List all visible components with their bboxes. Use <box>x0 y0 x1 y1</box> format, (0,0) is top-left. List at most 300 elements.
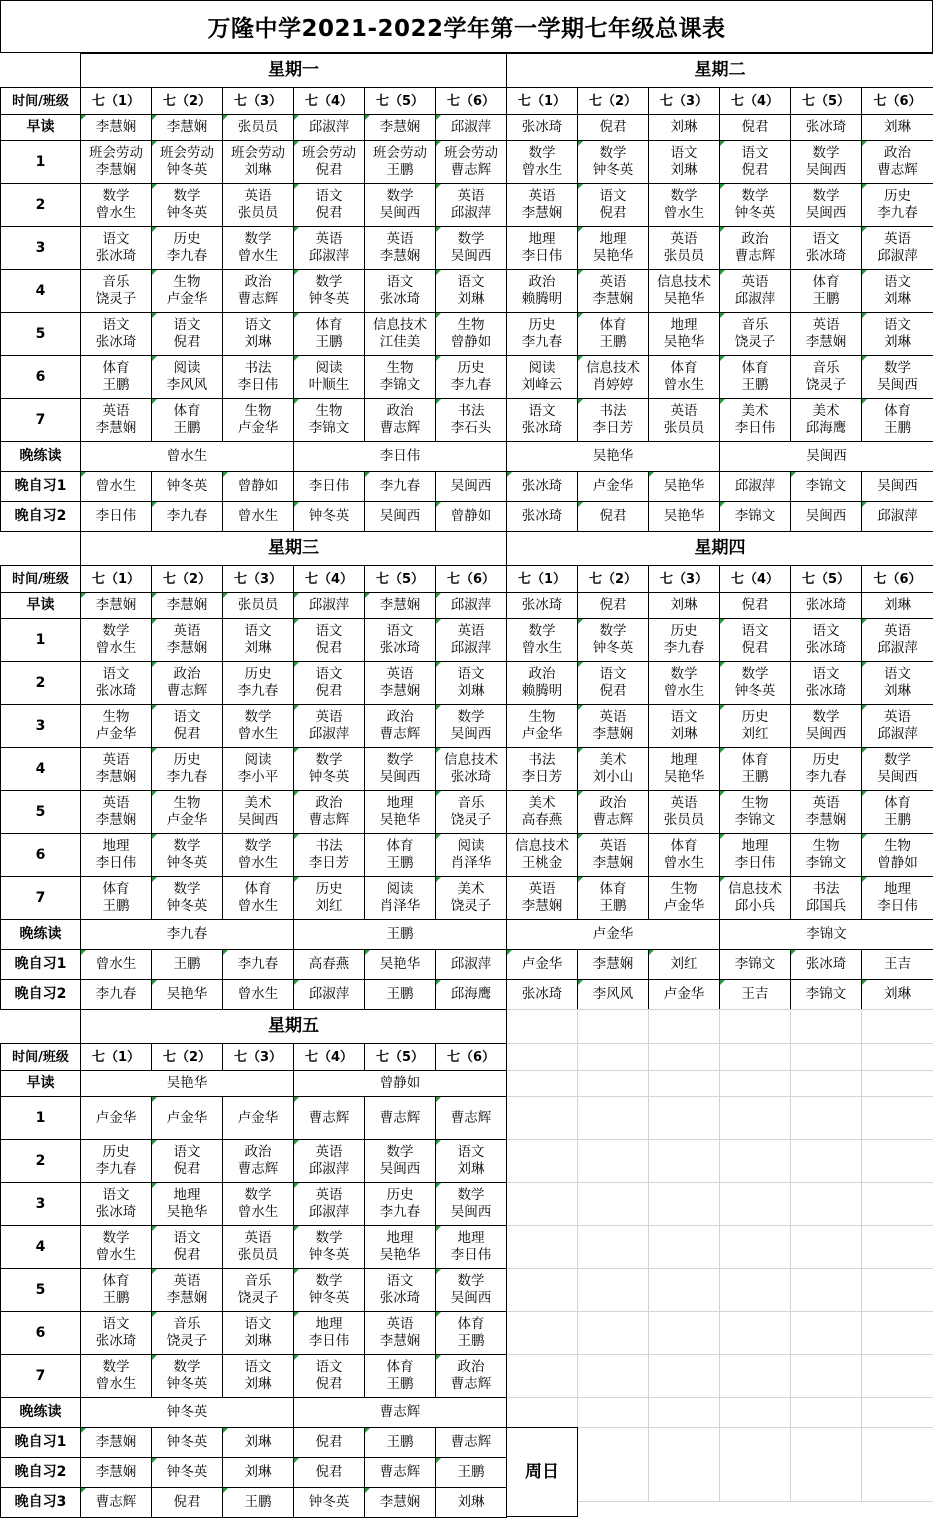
lesson-cell <box>222 747 294 791</box>
cell-line-subject: 体育 <box>173 403 201 419</box>
cell-line-subject: 体育 <box>670 838 698 854</box>
cell-line-subject: 数学 <box>386 188 414 204</box>
lesson-cell <box>861 183 933 227</box>
cell-line-teacher: 李九春 <box>450 377 492 393</box>
cell-line-subject: 政治 <box>741 231 769 247</box>
cell-line-subject: 历史 <box>812 752 840 768</box>
cell-line-subject: 英语 <box>884 709 911 725</box>
cell-line-subject: 生物 <box>741 795 769 811</box>
lesson-cell <box>151 355 223 399</box>
lesson-cell <box>790 833 862 877</box>
lesson-cell <box>577 140 649 184</box>
evening-read-cell: 吴闽西 <box>719 441 933 472</box>
cell-line-subject: 语文 <box>599 188 627 204</box>
lesson-cell <box>222 1225 294 1269</box>
cell-line-subject: 数学 <box>457 231 485 247</box>
lesson-cell <box>293 833 365 877</box>
morning-reading-cell: 张冰琦 <box>506 114 578 141</box>
class-header: 七（2） <box>577 87 649 115</box>
self-study-cell: 张冰琦 <box>506 501 578 532</box>
empty-grid-cell <box>790 1397 862 1428</box>
day-header: 星期五 <box>80 1009 507 1044</box>
class-header: 七（2） <box>151 87 223 115</box>
cell-line-subject: 音乐 <box>457 795 485 811</box>
cell-line-teacher: 倪君 <box>173 1247 201 1263</box>
self-study-cell: 王鹏 <box>222 1487 294 1518</box>
cell-line-teacher: 钟冬英 <box>166 898 208 914</box>
cell-line-teacher: 王鹏 <box>386 162 414 178</box>
empty-grid-cell <box>577 1354 649 1398</box>
empty-grid-cell <box>648 1139 720 1183</box>
empty-grid-cell <box>506 1043 578 1071</box>
cell-line-subject: 班会劳动 <box>302 145 356 161</box>
cell-line-teacher: 刘红 <box>741 726 769 742</box>
lesson-cell <box>506 226 578 270</box>
evening-read-cell: 曾水生 <box>80 441 294 472</box>
lesson-cell <box>293 140 365 184</box>
lesson-cell <box>151 833 223 877</box>
cell-line-teacher: 王鹏 <box>599 334 627 350</box>
lesson-cell <box>222 398 294 442</box>
lesson-cell <box>719 790 791 834</box>
row-label-evening-read: 晚练读 <box>0 441 81 472</box>
cell-line-subject: 数学 <box>315 752 343 768</box>
cell-line-teacher: 刘琳 <box>244 334 272 350</box>
lesson-cell <box>719 226 791 270</box>
sunday-label: 周日 <box>506 1427 578 1517</box>
cell-line-subject: 数学 <box>173 881 201 897</box>
cell-line-subject: 美术 <box>528 795 556 811</box>
cell-line-subject: 数学 <box>102 188 130 204</box>
cell-line-teacher: 李慧娴 <box>95 420 137 436</box>
empty-grid-cell <box>577 1427 649 1502</box>
cell-line-teacher: 张冰琦 <box>521 420 563 436</box>
row-label-period: 7 <box>0 1354 81 1398</box>
self-study-cell: 吴艳华 <box>648 471 720 502</box>
empty-grid-cell <box>577 1182 649 1226</box>
cell-line-subject: 美术 <box>457 881 485 897</box>
cell-line-teacher: 吴艳华 <box>663 334 705 350</box>
cell-line-subject: 英语 <box>102 752 130 768</box>
cell-line-teacher: 刘琳 <box>884 683 911 699</box>
cell-line-subject: 书法 <box>528 752 556 768</box>
self-study-cell: 倪君 <box>151 1487 223 1518</box>
empty-grid-cell <box>861 1009 933 1044</box>
cell-line-subject: 阅读 <box>173 360 201 376</box>
cell-line-teacher: 张冰琦 <box>379 1290 421 1306</box>
page-title: 万隆中学2021-2022学年第一学期七年级总课表 <box>0 0 933 53</box>
cell-line-subject: 体育 <box>386 838 414 854</box>
cell-line-teacher: 邱淑萍 <box>308 726 350 742</box>
header-time-class-label: 时间/班级 <box>0 565 81 593</box>
cell-line-teacher: 倪君 <box>173 726 201 742</box>
row-label-self-study-2: 晚自习2 <box>0 501 81 532</box>
lesson-cell <box>790 704 862 748</box>
lesson-cell <box>435 833 507 877</box>
lesson-cell <box>719 876 791 920</box>
cell-line-teacher: 李小平 <box>237 769 279 785</box>
self-study-cell: 吴艳华 <box>648 501 720 532</box>
cell-line-subject: 语文 <box>457 274 485 290</box>
row-label-period: 1 <box>0 618 81 662</box>
self-study-cell: 李慧娴 <box>577 949 649 980</box>
self-study-cell: 刘琳 <box>435 1487 507 1518</box>
cell-line-subject: 英语 <box>173 1273 201 1289</box>
cell-line-teacher: 吴闽西 <box>237 812 279 828</box>
cell-line-subject: 英语 <box>386 231 414 247</box>
lesson-cell <box>364 140 436 184</box>
morning-reading-cell: 曾静如 <box>293 1070 507 1097</box>
empty-grid-cell <box>506 1354 578 1398</box>
self-study-cell: 倪君 <box>293 1457 365 1488</box>
lesson-cell <box>648 747 720 791</box>
cell-line-teacher: 钟冬英 <box>592 162 634 178</box>
empty-grid-cell <box>506 1311 578 1355</box>
lesson-cell <box>648 704 720 748</box>
cell-line-subject: 曹志辉 <box>308 1109 350 1126</box>
cell-line-teacher: 刘琳 <box>670 162 698 178</box>
lesson-cell <box>222 661 294 705</box>
cell-line-teacher: 王鹏 <box>102 377 130 393</box>
lesson-cell <box>151 747 223 791</box>
cell-line-teacher: 肖婷婷 <box>592 377 634 393</box>
lesson-cell <box>577 226 649 270</box>
lesson-cell <box>80 355 152 399</box>
cell-line-subject: 政治 <box>244 274 272 290</box>
cell-line-subject: 数学 <box>244 231 272 247</box>
cell-line-subject: 语文 <box>102 666 130 682</box>
row-label-period: 6 <box>0 1311 81 1355</box>
empty-grid-cell <box>719 1268 791 1312</box>
cell-line-teacher: 李日芳 <box>592 420 634 436</box>
lesson-cell <box>364 704 436 748</box>
empty-grid-cell <box>648 1427 720 1502</box>
cell-line-teacher: 邱淑萍 <box>877 726 918 742</box>
lesson-cell <box>648 833 720 877</box>
cell-line-subject: 英语 <box>102 795 130 811</box>
cell-line-subject: 地理 <box>386 795 414 811</box>
cell-line-subject: 班会劳动 <box>231 145 285 161</box>
empty-grid-cell <box>861 1225 933 1269</box>
cell-line-subject: 语文 <box>528 403 556 419</box>
cell-line-teacher: 李日伟 <box>450 1247 492 1263</box>
cell-line-subject: 政治 <box>244 1144 272 1160</box>
class-header: 七（4） <box>719 565 791 593</box>
empty-grid-cell <box>577 1268 649 1312</box>
class-header: 七（2） <box>151 565 223 593</box>
cell-line-subject: 体育 <box>884 795 911 811</box>
lesson-cell <box>790 618 862 662</box>
class-header: 七（2） <box>151 1043 223 1071</box>
self-study-cell: 李九春 <box>364 471 436 502</box>
cell-line-subject: 数学 <box>386 1144 414 1160</box>
cell-line-subject: 数学 <box>457 1187 485 1203</box>
cell-line-subject: 生物 <box>884 838 911 854</box>
cell-line-teacher: 李九春 <box>237 683 279 699</box>
cell-line-teacher: 曹志辉 <box>379 726 421 742</box>
lesson-cell <box>364 1354 436 1398</box>
cell-line-teacher: 曾水生 <box>237 726 279 742</box>
cell-line-subject: 地理 <box>386 1230 414 1246</box>
lesson-cell <box>577 398 649 442</box>
cell-line-teacher: 吴闽西 <box>379 769 421 785</box>
cell-line-subject: 卢金华 <box>95 1109 137 1126</box>
lesson-cell <box>222 183 294 227</box>
lesson-cell <box>719 140 791 184</box>
cell-line-teacher: 钟冬英 <box>308 1290 350 1306</box>
lesson-cell <box>222 833 294 877</box>
lesson-cell <box>861 312 933 356</box>
cell-line-subject: 数学 <box>244 709 272 725</box>
cell-line-teacher: 李慧娴 <box>592 855 634 871</box>
lesson-cell <box>222 1311 294 1355</box>
self-study-cell: 张冰琦 <box>506 979 578 1010</box>
cell-line-teacher: 邱淑萍 <box>308 1161 350 1177</box>
morning-reading-cell: 邱淑萍 <box>435 592 507 619</box>
cell-line-subject: 英语 <box>812 317 840 333</box>
self-study-cell: 吴闽西 <box>364 501 436 532</box>
cell-line-teacher: 曹志辉 <box>877 162 918 178</box>
cell-line-teacher: 曾水生 <box>95 1376 137 1392</box>
cell-line-teacher: 张员员 <box>663 248 705 264</box>
cell-line-subject: 生物 <box>173 795 201 811</box>
cell-line-subject: 语文 <box>244 317 272 333</box>
self-study-cell: 曹志辉 <box>364 1457 436 1488</box>
cell-line-subject: 体育 <box>741 360 769 376</box>
empty-grid-cell <box>719 1139 791 1183</box>
empty-grid-cell <box>861 1139 933 1183</box>
cell-line-teacher: 李慧娴 <box>521 898 563 914</box>
cell-line-subject: 语文 <box>102 317 130 333</box>
evening-read-cell: 李锦文 <box>719 919 933 950</box>
self-study-cell: 曾水生 <box>222 501 294 532</box>
lesson-cell <box>506 876 578 920</box>
lesson-cell <box>293 747 365 791</box>
self-study-cell: 刘琳 <box>222 1457 294 1488</box>
class-header: 七（3） <box>222 565 294 593</box>
self-study-cell: 吴艳华 <box>151 979 223 1010</box>
cell-line-subject: 政治 <box>173 666 201 682</box>
lesson-cell <box>435 226 507 270</box>
cell-line-teacher: 曾水生 <box>95 205 137 221</box>
cell-line-teacher: 王桃金 <box>521 855 563 871</box>
cell-line-subject: 书法 <box>457 403 485 419</box>
self-study-cell: 邱淑萍 <box>719 471 791 502</box>
cell-line-subject: 英语 <box>670 231 698 247</box>
lesson-cell <box>222 226 294 270</box>
self-study-cell: 李锦文 <box>719 949 791 980</box>
lesson-cell <box>151 1311 223 1355</box>
cell-line-teacher: 赖腾明 <box>521 291 563 307</box>
cell-line-subject: 语文 <box>884 317 911 333</box>
row-label-self-study-2: 晚自习2 <box>0 1457 81 1488</box>
lesson-cell <box>151 226 223 270</box>
empty-grid-cell <box>861 1070 933 1097</box>
lesson-cell <box>293 269 365 313</box>
cell-line-teacher: 吴艳华 <box>592 248 634 264</box>
lesson-cell <box>293 618 365 662</box>
cell-line-teacher: 卢金华 <box>237 420 279 436</box>
cell-line-teacher: 曹志辉 <box>166 683 208 699</box>
lesson-cell <box>506 747 578 791</box>
lesson-cell <box>648 355 720 399</box>
cell-line-subject: 体育 <box>741 752 769 768</box>
cell-line-teacher: 李锦文 <box>379 377 421 393</box>
cell-line-teacher: 李日伟 <box>734 420 776 436</box>
cell-line-teacher: 王鹏 <box>599 898 627 914</box>
cell-line-subject: 英语 <box>244 188 272 204</box>
cell-line-subject: 历史 <box>386 1187 414 1203</box>
cell-line-subject: 语文 <box>102 1187 130 1203</box>
cell-line-teacher: 李九春 <box>95 1161 137 1177</box>
lesson-cell <box>151 1225 223 1269</box>
cell-line-teacher: 曹志辉 <box>308 812 350 828</box>
row-label-period: 7 <box>0 876 81 920</box>
lesson-cell <box>80 790 152 834</box>
lesson-cell <box>790 183 862 227</box>
cell-line-teacher: 李日伟 <box>237 377 279 393</box>
cell-line-subject: 数学 <box>244 1187 272 1203</box>
lesson-cell <box>222 355 294 399</box>
lesson-cell <box>861 704 933 748</box>
cell-line-teacher: 钟冬英 <box>166 162 208 178</box>
cell-line-teacher: 吴艳华 <box>663 291 705 307</box>
cell-line-teacher: 倪君 <box>315 205 343 221</box>
evening-read-cell: 李日伟 <box>293 441 507 472</box>
self-study-cell: 邱淑萍 <box>861 501 933 532</box>
self-study-cell: 王吉 <box>719 979 791 1010</box>
empty-grid-cell <box>790 1096 862 1140</box>
cell-line-subject: 阅读 <box>528 360 556 376</box>
day-header: 星期二 <box>506 53 933 88</box>
class-header: 七（3） <box>222 87 294 115</box>
row-label-morning: 早读 <box>0 1070 81 1097</box>
empty-grid-cell <box>577 1139 649 1183</box>
empty-grid-cell <box>861 1354 933 1398</box>
cell-line-teacher: 李锦文 <box>308 420 350 436</box>
class-header: 七（1） <box>506 87 578 115</box>
lesson-cell <box>80 269 152 313</box>
lesson-cell <box>151 140 223 184</box>
lesson-cell <box>577 747 649 791</box>
cell-line-subject: 语文 <box>173 1230 201 1246</box>
class-header: 七（4） <box>293 565 365 593</box>
cell-line-subject: 语文 <box>741 145 769 161</box>
cell-line-teacher: 张冰琦 <box>95 1333 137 1349</box>
cell-line-teacher: 邱淑萍 <box>308 1204 350 1220</box>
cell-line-teacher: 刘琳 <box>457 1161 485 1177</box>
cell-line-teacher: 刘琳 <box>884 291 911 307</box>
empty-grid-cell <box>506 1225 578 1269</box>
lesson-cell <box>648 618 720 662</box>
cell-line-teacher: 倪君 <box>315 162 343 178</box>
lesson-cell <box>151 1139 223 1183</box>
cell-line-teacher: 李锦文 <box>805 855 847 871</box>
cell-line-subject: 书法 <box>812 881 840 897</box>
cell-line-subject: 语文 <box>315 623 343 639</box>
cell-line-subject: 音乐 <box>102 274 130 290</box>
lesson-cell <box>506 618 578 662</box>
lesson-cell <box>435 1139 507 1183</box>
lesson-cell <box>648 661 720 705</box>
day-header: 星期三 <box>80 531 507 566</box>
cell-line-subject: 地理 <box>173 1187 201 1203</box>
cell-line-teacher: 倪君 <box>173 334 201 350</box>
lesson-cell <box>364 1182 436 1226</box>
cell-line-subject: 语文 <box>884 666 911 682</box>
cell-line-subject: 英语 <box>599 709 627 725</box>
cell-line-subject: 政治 <box>528 666 556 682</box>
lesson-cell <box>222 1354 294 1398</box>
cell-line-teacher: 倪君 <box>173 1161 201 1177</box>
self-study-cell: 刘琳 <box>222 1427 294 1458</box>
empty-grid-cell <box>506 1182 578 1226</box>
cell-line-teacher: 吴艳华 <box>166 1204 208 1220</box>
self-study-cell: 李锦文 <box>790 471 862 502</box>
self-study-cell: 钟冬英 <box>151 1427 223 1458</box>
class-header: 七（6） <box>435 1043 507 1071</box>
lesson-cell <box>861 269 933 313</box>
cell-line-teacher: 饶灵子 <box>166 1333 208 1349</box>
cell-line-subject: 曹志辉 <box>379 1109 421 1126</box>
lesson-cell <box>861 833 933 877</box>
cell-line-subject: 生物 <box>173 274 201 290</box>
lesson-cell <box>506 661 578 705</box>
lesson-cell <box>435 1268 507 1312</box>
cell-line-subject: 生物 <box>102 709 130 725</box>
lesson-cell <box>719 183 791 227</box>
morning-reading-cell: 刘琳 <box>861 592 933 619</box>
cell-line-teacher: 李日伟 <box>877 898 918 914</box>
cell-line-subject: 地理 <box>457 1230 485 1246</box>
self-study-cell: 高春燕 <box>293 949 365 980</box>
morning-reading-cell: 李慧娴 <box>151 114 223 141</box>
cell-line-teacher: 李慧娴 <box>166 640 208 656</box>
lesson-cell <box>151 312 223 356</box>
lesson-cell <box>506 269 578 313</box>
cell-line-subject: 体育 <box>884 403 911 419</box>
lesson-cell <box>364 1311 436 1355</box>
cell-line-subject: 历史 <box>457 360 485 376</box>
empty-grid-cell <box>648 1397 720 1428</box>
cell-line-subject: 政治 <box>386 709 414 725</box>
cell-line-teacher: 李九春 <box>166 769 208 785</box>
lesson-cell <box>151 183 223 227</box>
self-study-cell: 曾水生 <box>80 471 152 502</box>
cell-line-teacher: 李慧娴 <box>379 1333 421 1349</box>
cell-line-subject: 数学 <box>173 838 201 854</box>
cell-line-teacher: 曾水生 <box>237 898 279 914</box>
cell-line-teacher: 邱淑萍 <box>308 248 350 264</box>
cell-line-subject: 英语 <box>599 274 627 290</box>
cell-line-subject: 英语 <box>670 795 698 811</box>
cell-line-teacher: 刘琳 <box>670 726 698 742</box>
lesson-cell <box>648 312 720 356</box>
lesson-cell <box>293 1182 365 1226</box>
cell-line-teacher: 曾水生 <box>237 855 279 871</box>
cell-line-subject: 地理 <box>670 317 698 333</box>
lesson-cell <box>151 661 223 705</box>
cell-line-teacher: 高春燕 <box>521 812 563 828</box>
morning-reading-cell: 邱淑萍 <box>435 114 507 141</box>
lesson-cell <box>719 269 791 313</box>
empty-grid-cell <box>648 1268 720 1312</box>
empty-grid-cell <box>648 1354 720 1398</box>
cell-line-subject: 英语 <box>741 274 769 290</box>
cell-line-teacher: 吴闽西 <box>450 1204 492 1220</box>
lesson-cell <box>435 1096 507 1140</box>
cell-line-subject: 音乐 <box>244 1273 272 1289</box>
